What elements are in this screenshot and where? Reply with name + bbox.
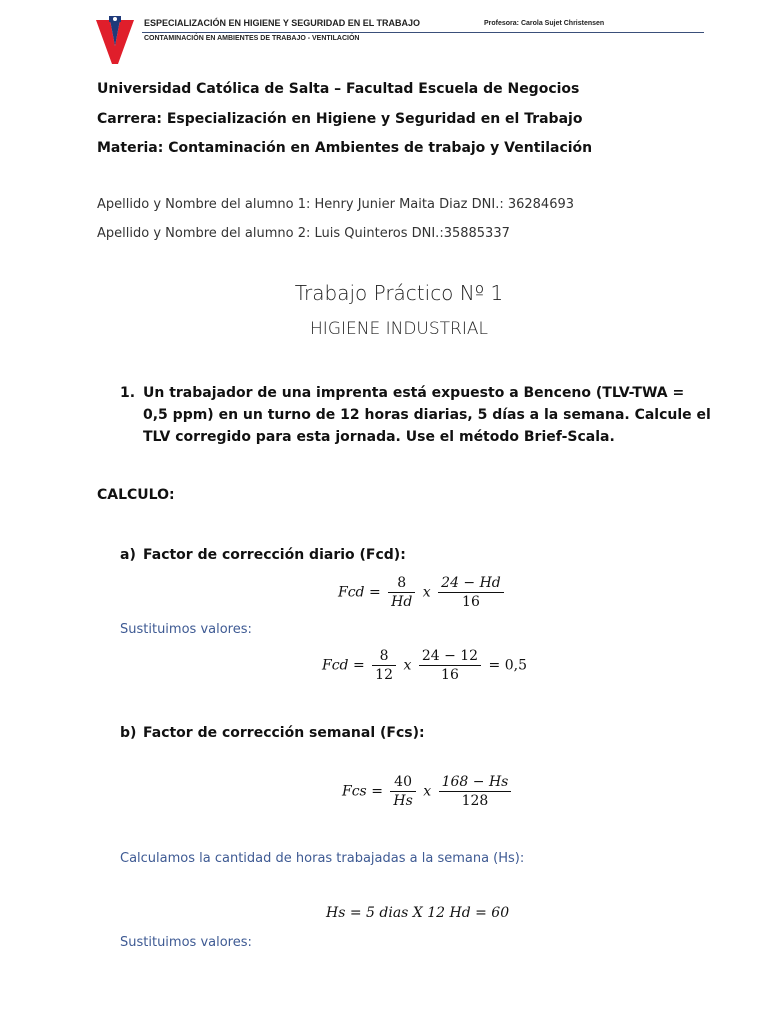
header-divider [142,32,704,33]
professor-name: Profesora: Carola Sujet Christensen [484,20,605,27]
question-number: 1. [120,385,136,401]
section-a-marker: a) [120,547,136,563]
fcs-formula [342,773,514,810]
hours-equation: Hs = 5 dias X 12 Hd = 60 [326,905,510,921]
fcd-lhs: Fcd [338,584,365,601]
question-text: Un trabajador de una imprenta está expuesto a Benceno (TLV-TWA = 0,5 ppm) en un turno de 12 horas diarias, 5 días a la semana. Calcule el TLV corregido para esta jornada. Use el método Brief-Scala. [143,385,711,445]
fcd-sub-fraction-1-num: 8 [379,648,389,664]
fcs-fraction-1 [390,773,415,810]
fcd-eq: = [368,584,381,601]
fcs-fraction-1-num: 40 [394,774,412,790]
fcd-sub-fraction-1-den: 12 [372,665,396,684]
section-b-sustituimos: Sustituimos valores: [120,935,252,950]
fcd-fraction-1-num: 8 [397,575,407,591]
fcs-op: x [423,783,432,800]
document-subtitle: HIGIENE INDUSTRIAL [310,319,488,339]
fcd-sub-fraction-2 [419,647,481,684]
fcs-lhs: Fcs [342,783,367,800]
section-b-marker: b) [120,725,137,741]
university-heading: Universidad Católica de Salta – Facultad Escuela de Negocios [97,81,580,97]
fcd-op: x [422,584,431,601]
subject-heading: Materia: Contaminación en Ambientes de trabajo y Ventilación [97,140,593,156]
fcd-sub-lhs: Fcd [322,657,349,674]
fcd-formula [338,574,507,611]
fcd-sub-result: = 0,5 [488,657,527,674]
section-a-label: Factor de corrección diario (Fcd): [143,547,406,563]
fcs-fraction-2 [439,773,512,810]
fcd-sub-fraction-2-den: 16 [419,665,481,684]
module-title: CONTAMINACIÓN EN AMBIENTES DE TRABAJO - VENTILACIÓN [144,35,360,42]
fcd-fraction-2-den: 16 [438,592,504,611]
fcd-sub-fraction-1 [372,647,396,684]
student-1: Apellido y Nombre del alumno 1: Henry Junier Maita Diaz DNI.: 36284693 [97,197,575,212]
career-heading: Carrera: Especialización en Higiene y Seguridad en el Trabajo [97,111,583,127]
fcd-sub-eq: = [352,657,365,674]
student-2: Apellido y Nombre del alumno 2: Luis Quinteros DNI.:35885337 [97,226,510,241]
fcd-fraction-2-num: 24 − Hd [441,575,501,591]
fcd-fraction-2 [438,574,504,611]
fcd-sub-fraction-2-num: 24 − 12 [421,648,479,664]
fcd-sub-op: x [403,657,412,674]
logo-icon [96,16,134,66]
fcd-fraction-1 [388,574,415,611]
section-a-sustituimos: Sustituimos valores: [120,622,252,637]
course-title: ESPECIALIZACIÓN EN HIGIENE Y SEGURIDAD EN EL TRABAJO [144,18,421,28]
fcs-fraction-2-den: 128 [439,791,512,810]
fcd-fraction-1-den: Hd [388,592,415,611]
document-title: Trabajo Práctico Nº 1 [294,281,504,305]
fcs-eq: = [371,783,383,800]
fcs-fraction-2-num: 168 − Hs [441,774,509,790]
logo [96,16,134,66]
calc-hours-text: Calculamos la cantidad de horas trabajadas a la semana (Hs): [120,851,525,866]
calculo-label: CALCULO: [97,487,175,503]
fcd-substitution [322,647,527,684]
section-b-label: Factor de corrección semanal (Fcs): [143,725,425,741]
fcs-fraction-1-den: Hs [390,791,415,810]
